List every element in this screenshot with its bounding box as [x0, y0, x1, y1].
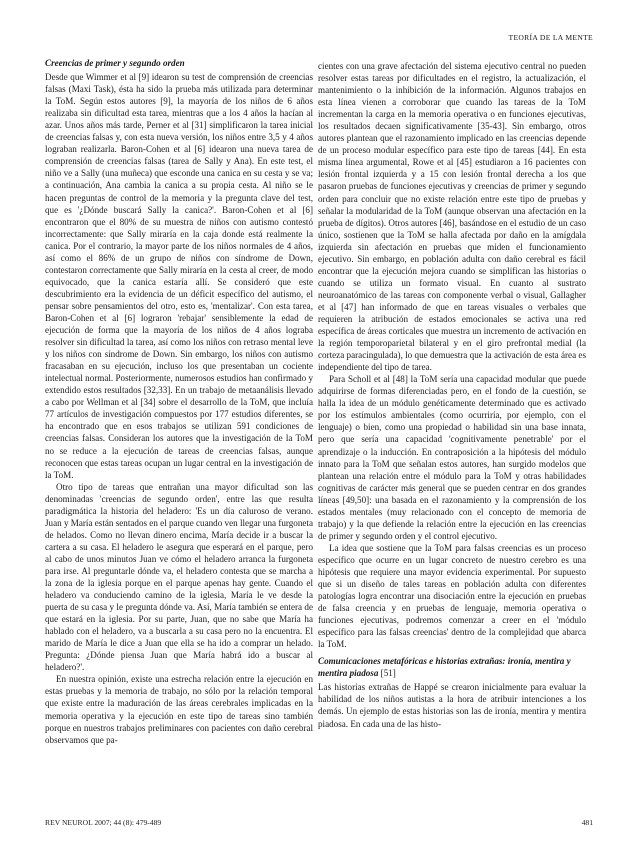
paragraph: Para Scholl et al [48] la ToM sería una capacidad modular que puede adquirirse de formas diferenciadas pero, en el fondo de la cuestión, se halla la idea de un módulo genéticamente determinado que es activado por los estímulos ambientales (como ocurriría, por ejemplo, con el lenguaje) o bien, como una propiedad o habilidad sin una base innata, pero que sería una capacidad 'cognitivamente penetrable' por el aprendizaje o la inducción. En contraposición a la hipótesis del módulo innato para la ToM que señalan estos autores, han surgido modelos que plantean una relación entre el módulo para la ToM y otras habilidades cognitivas de carácter más general que se pueden centrar en dos grandes líneas [49,50]: una basada en el razonamiento y la comprensión de los estados mentales (muy relacionado con el concepto de memoria de trabajo) y la que defiende la relación entre la ejecución en las creencias de primer y segundo orden y el control ejecutivo. — [318, 374, 586, 541]
paragraph: Desde que Wimmer et al [9] idearon su test de comprensión de creencias falsas (Maxi Task), ésta ha sido la prueba más utilizada para determinar la ToM. Según estos autores [9], la mayoría de los niños de 6 años realizaba sin dificultad esta tarea, mientras que a los 4 años la hacían al azar. Unos años más tarde, Perner et al [31] simplificaron la tarea inicial de creencias falsas y, con esta nueva versión, los niños entre 3,5 y 4 años lograban realizarla. Baron-Cohen et al [6] idearon una nueva tarea de comprensión de creencias falsas (tarea de Sally y Ana). En este test, el niño ve a Sally (una muñeca) que esconde una canica en su cesta y se va; a continuación, Ana cambia la canica a su propia cesta. Al niño se le hacen preguntas de control de la memoria y la pregunta clave del test, que es '¿Dónde buscará Sally la canica?'. Baron-Cohen et al [6] encontraron que el 80% de su muestra de niños con autismo contestó incorrectamente: que Sally miraría en la caja donde está realmente la canica. Por el contrario, la mayor parte de los niños normales de 4 años, así como el 86% de un grupo de niños con síndrome de Down, contestaron correctamente que Sally miraría en la cesta al creer, de modo equivocado, que la canica estaría allí. Se consideró que este descubrimiento era la evidencia de un déficit específico del autismo, el pensar sobre pensamientos del otro, esto es, 'mentalizar'. Con esta tarea, Baron-Cohen et al [6] lograron 'rebajar' sensiblemente la edad de ejecución de forma que la mayoría de los niños de 4 años lograba resolver sin dificultad la tarea, así como los niños con retraso mental leve y los niños con síndrome de Down. Sin embargo, los niños con autismo fracasaban en su ejecución, incluso los que presentaban un cociente intelectual normal. Posteriormente, numerosos estudios han confirmado y extendido estos resultados [32,33]. En un trabajo de metaanálisis llevado a cabo por Wellman et al [34] sobre el desarrollo de la ToM, que incluía 77 artículos de investigación compuestos por 177 estudios diferentes, se ha encontrado que en esos trabajos se utilizan 591 condiciones de creencias falsas. Consideran los autores que la investigación de la ToM no se reduce a la ejecución de tareas de creencias falsas, aunque reconocen que estas tareas ocupan un lugar central en la investigación de la ToM. — [45, 72, 313, 480]
journal-citation: REV NEUROL 2007; 44 (8): 479-489 — [45, 818, 162, 827]
paragraph: Otro tipo de tareas que entrañan una mayor dificultad son las denominadas 'creencias de segundo orden', entre las que resulta paradigmática la historia del heladero: 'Es un día caluroso de verano. Juan y María están sentados en el parque cuando ven llegar una furgoneta de helados. Como no llevan dinero encima, María decide ir a buscar la cartera a su casa. El heladero le asegura que esperará en el parque, pero al cabo de unos minutos Juan ve cómo el heladero arranca la furgoneta para irse. Al preguntarle dónde va, el heladero contesta que se marcha a la zona de la iglesia porque en el parque apenas hay gente. Cuando el heladero va conduciendo camino de la iglesia, María le ve desde la puerta de su casa y le pregunta dónde va. Así, María también se entera de que estará en la iglesia. Por su parte, Juan, que no sabe que María ha hablado con el heladero, va a buscarla a su casa pero no la encuentra. El marido de María le dice a Juan que ella se ha ido a comprar un helado. Pregunta: ¿Dónde piensa Juan que María habrá ido a buscar al heladero?'. — [45, 481, 313, 673]
paragraph: cientes con una grave afectación del sistema ejecutivo central no pueden resolver estas tareas por dificultades en el registro, la actualización, el mantenimiento o la inhibición de la información. Algunos trabajos en esta línea vienen a corroborar que cuando las tareas de la ToM incrementan la carga en la memoria operativa o en funciones ejecutivas, los resultados decaen significativamente [35-43]. Sin embargo, otros autores plantean que el razonamiento implicado en las creencias depende de un proceso modular específico para este tipo de tareas [44]. En esta misma línea argumental, Rowe et al [45] estudiaron a 16 pacientes con lesión frontal izquierda y a 15 con lesión frontal derecha a los que pasaron pruebas de funciones ejecutivas y creencias de primer y segundo orden para concluir que no existe relación entre este tipo de pruebas y señalar la modularidad de la ToM (aunque observan una afectación en la prueba de dígitos). Otros autores [46], basándose en el estudio de un caso único, sostienen que la ToM se halla afectada por daño en la amígdala izquierda sin afectación en pruebas que miden el funcionamiento ejecutivo. Sin embargo, en población adulta con daño cerebral es fácil encontrar que la ejecución mejora cuando se simplifican las historias o cuando se utiliza un formato visual. En cuanto al sustrato neuroanatómico de las tareas con componente verbal o visual, Gallagher et al [47] han informado de que en tareas visuales o verbales que requieren la atribución de estados emocionales se activa una red específica de áreas corticales que muestra un incremento de activación en la región temporoparietal bilateral y en el giro prefrontal medial (la corteza paracingulada), lo que demuestra que la activación de esta área es independiente del tipo de tarea. — [318, 61, 586, 373]
section-heading-metaphoric — [318, 655, 586, 679]
running-title: TEORÍA DE LA MENTE — [508, 33, 593, 42]
paragraph: En nuestra opinión, existe una estrecha relación entre la ejecución en estas pruebas y la memoria de trabajo, no sólo por la relación temporal que existe entre la maduración de las áreas cerebrales implicadas en la memoria operativa y la ejecución en este tipo de tareas sino también porque en nuestros trabajos preliminares con pacientes con daño cerebral observamos que pa- — [45, 674, 313, 745]
paragraph: Las historias extrañas de Happé se crearon inicialmente para evaluar la habilidad de los niños autistas a la hora de atribuir intenciones a los demás. Un ejemplo de estas historias son las de ironía, mentira y mentira piadosa. En cada una de las histo- — [318, 682, 586, 729]
left-column — [45, 57, 313, 746]
heading-text: Comunicaciones metafóricas e historias extrañas: ironía, mentira y mentira piadosa — [318, 656, 571, 679]
page-number: 481 — [581, 818, 593, 827]
heading-reference: [51] — [380, 668, 396, 679]
right-column — [318, 60, 586, 730]
section-heading-beliefs: Creencias de primer y segundo orden — [45, 58, 185, 68]
paragraph: La idea que sostiene que la ToM para falsas creencias es un proceso específico que ocurre en un lugar concreto de nuestro cerebro es una hipótesis que requiere una mayor evidencia experimental. Por supuesto que si un diseño de tales tareas en población adulta con diferentes patologías logra encontrar una disociación entre la ejecución en pruebas de falsa creencia y en pruebas de lenguaje, memoria operativa o funciones ejecutivas, podremos comenzar a creer en el 'módulo específico para las falsas creencias' dentro de la complejidad que abarca la ToM. — [318, 542, 586, 650]
